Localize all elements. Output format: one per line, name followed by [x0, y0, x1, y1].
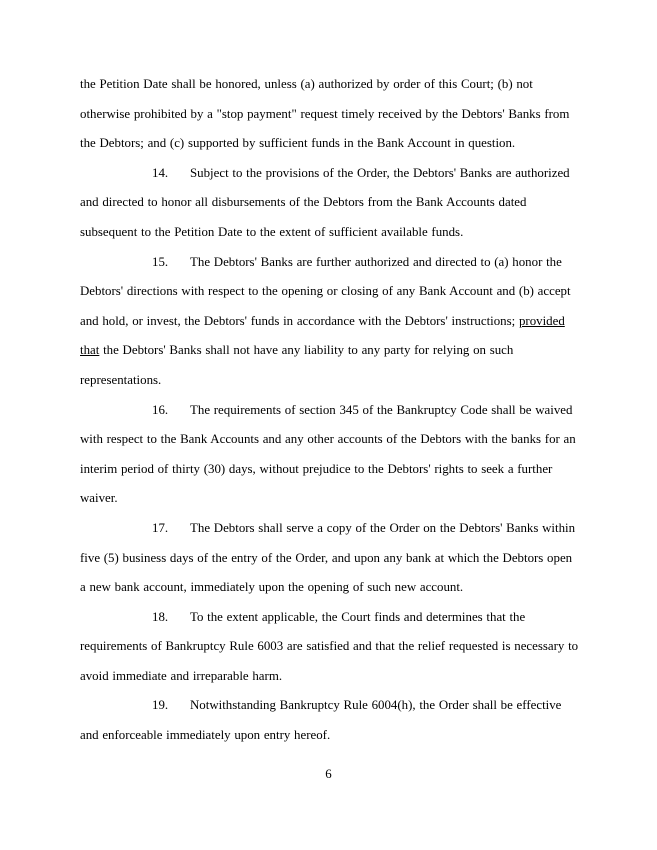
paragraph-text: the Petition Date shall be honored, unless (a) authorized by order of this Court; (b) not otherwise prohibited by a "stop payment" request timely received by the Debtors' Banks from the Debtors; and (c) supported by sufficient funds in the Bank Account in question.: [80, 77, 570, 151]
paragraph-number: 19.: [152, 698, 169, 713]
document-body: [80, 70, 580, 751]
paragraph-17: [80, 514, 580, 603]
paragraph-text: To the extent applicable, the Court finds and determines that the requirements of Bankruptcy Rule 6003 are satisfied and that the relief requested is necessary to avoid immediate and irreparable harm.: [80, 609, 579, 683]
paragraph-continuation: [80, 70, 580, 159]
page-number: 6: [325, 767, 332, 781]
paragraph-text: Subject to the provisions of the Order, the Debtors' Banks are authorized and directed to honor all disbursements of the Debtors from the Bank Accounts dated subsequent to the Petition Date to the extent of sufficient available funds.: [80, 165, 570, 239]
paragraph-text: the Debtors' Banks shall not have any liability to any party for relying on such representations.: [80, 343, 514, 387]
paragraph-16: [80, 396, 580, 514]
paragraph-14: [80, 159, 580, 248]
paragraph-text: The Debtors' Banks are further authorized and directed to (a) honor the Debtors' directions with respect to the opening or closing of any Bank Account and (b) accept and hold, or invest, the Debtors' funds in accordance with the Debtors' instructions;: [80, 254, 571, 328]
paragraph-19: [80, 691, 580, 750]
paragraph-15: [80, 248, 580, 396]
paragraph-number: 16.: [152, 402, 169, 417]
paragraph-text: Notwithstanding Bankruptcy Rule 6004(h), the Order shall be effective and enforceable immediately upon entry hereof.: [80, 698, 562, 743]
paragraph-number: 17.: [152, 520, 169, 535]
paragraph-number: 14.: [152, 165, 169, 180]
underlined-text: provided that: [80, 313, 565, 358]
paragraph-number: 18.: [152, 609, 169, 624]
paragraph-text: The Debtors shall serve a copy of the Order on the Debtors' Banks within five (5) business days of the entry of the Order, and upon any bank at which the Debtors open a new bank account, immediately upon the opening of such new account.: [80, 520, 576, 595]
paragraph-number: 15.: [152, 254, 169, 269]
paragraph-text: The requirements of section 345 of the Bankruptcy Code shall be waived with respect to the Bank Accounts and any other accounts of the Debtors with the banks for an interim period of thirty (30) days, without prejudice to the Debtors' rights to seek a further waiver.: [80, 402, 576, 506]
paragraph-18: [80, 603, 580, 692]
